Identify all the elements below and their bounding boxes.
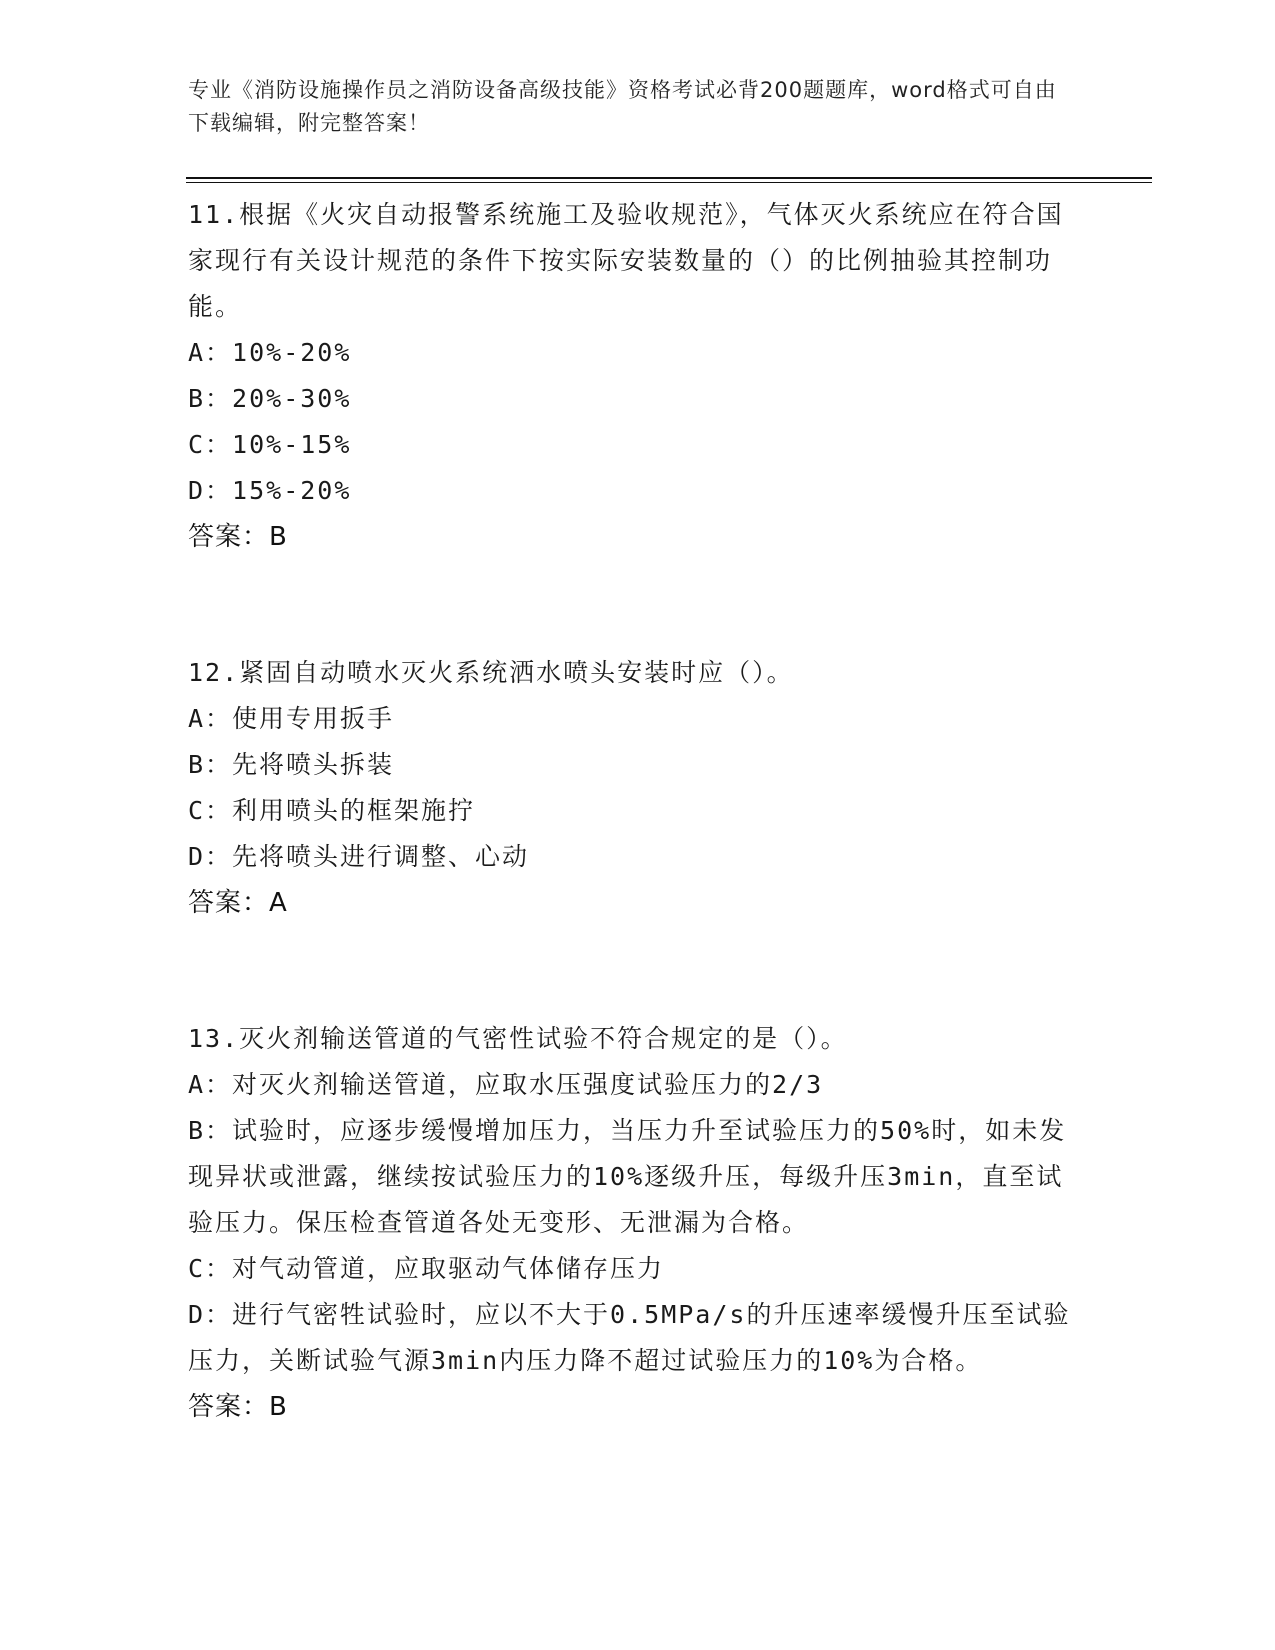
- option-c: C：对气动管道，应取驱动气体储存压力: [188, 1254, 665, 1283]
- question-stem: 12.紧固自动喷水灭火系统洒水喷头安装时应（）。: [188, 658, 794, 687]
- document-header: 专业《消防设施操作员之消防设备高级技能》资格考试必背200题题库，word格式可自由下载编辑，附完整答案！: [188, 78, 1057, 135]
- question-list: [188, 192, 1078, 1430]
- option-a: A：对灭火剂输送管道，应取水压强度试验压力的2/3: [188, 1070, 824, 1099]
- header-divider-thin: [186, 182, 1152, 183]
- question-spacer: [188, 560, 1078, 650]
- question-spacer: [188, 926, 1078, 1016]
- option-c: C：利用喷头的框架施拧: [188, 796, 476, 825]
- option-a: A：10%-20%: [188, 338, 352, 367]
- question-12: [188, 650, 1078, 926]
- answer: 答案：B: [188, 522, 288, 552]
- option-d: D：先将喷头进行调整、心动: [188, 842, 530, 871]
- option-c: C：10%-15%: [188, 430, 352, 459]
- answer: 答案：A: [188, 888, 288, 918]
- header-divider-thick: [186, 177, 1152, 179]
- question-13: [188, 1016, 1078, 1430]
- option-b: B：20%-30%: [188, 384, 352, 413]
- answer: 答案：B: [188, 1392, 288, 1422]
- question-11: [188, 192, 1078, 560]
- question-stem: 11.根据《火灾自动报警系统施工及验收规范》，气体灭火系统应在符合国家现行有关设计规范的条件下按实际安装数量的（）的比例抽验其控制功能。: [188, 200, 1064, 321]
- option-b: B：试验时，应逐步缓慢增加压力，当压力升至试验压力的50%时，如未发现异状或泄露，继续按试验压力的10%逐级升压，每级升压3min，直至试验压力。保压检查管道各处无变形、无泄漏为合格。: [188, 1116, 1067, 1237]
- option-d: D：15%-20%: [188, 476, 352, 505]
- option-a: A：使用专用扳手: [188, 704, 395, 733]
- question-stem: 13.灭火剂输送管道的气密性试验不符合规定的是（）。: [188, 1024, 848, 1053]
- option-b: B：先将喷头拆装: [188, 750, 395, 779]
- option-d: D：进行气密牲试验时，应以不大于0.5MPa/s的升压速率缓慢升压至试验压力，关断试验气源3min内压力降不超过试验压力的10%为合格。: [188, 1300, 1071, 1375]
